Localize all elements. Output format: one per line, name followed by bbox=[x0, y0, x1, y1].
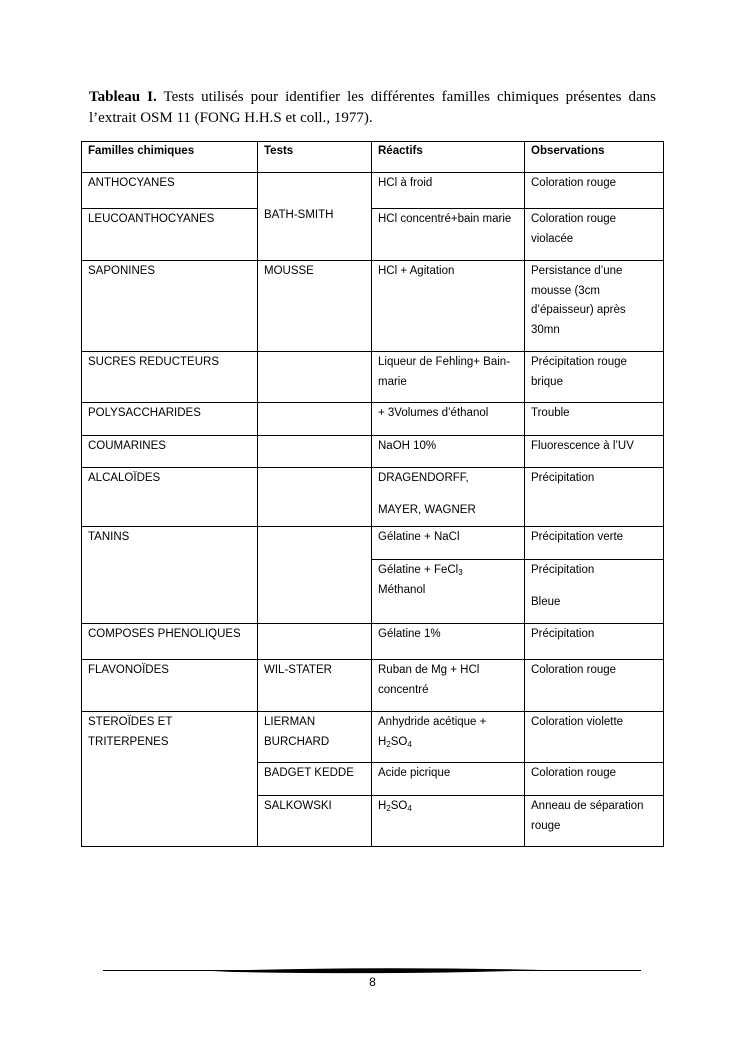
table-row bbox=[82, 436, 664, 468]
caption-label: Tableau I. bbox=[89, 89, 157, 105]
subscript: 2 bbox=[386, 804, 391, 813]
subscript: 2 bbox=[386, 739, 391, 749]
family-cell: STEROÏDES ET TRITERPENES bbox=[82, 712, 258, 847]
chemical-tests-table bbox=[81, 141, 664, 847]
subscript: 3 bbox=[458, 568, 463, 577]
header-families: Familles chimiques bbox=[82, 142, 258, 173]
observation-cell: Fluorescence à l’UV bbox=[525, 436, 664, 468]
family-cell: LEUCOANTHOCYANES bbox=[82, 209, 258, 261]
table-row bbox=[82, 261, 664, 352]
table-row bbox=[82, 624, 664, 660]
reagent-cell: Ruban de Mg + HCl concentré bbox=[372, 660, 525, 712]
reagent-cell bbox=[372, 796, 525, 847]
caption-text: Tests utilisés pour identifier les différentes familles chimiques présentes dans l’extrait OSM 11 (FONG H.H.S et coll., 1977). bbox=[89, 89, 656, 126]
reagent-text: H bbox=[378, 800, 387, 812]
reagent-cell: Liqueur de Fehling+ Bain-marie bbox=[372, 352, 525, 403]
reagent-text: Anhydride acétique + H bbox=[378, 716, 487, 748]
test-cell bbox=[258, 436, 372, 468]
table-row bbox=[82, 403, 664, 436]
family-cell: COUMARINES bbox=[82, 436, 258, 468]
test-cell: MOUSSE bbox=[258, 261, 372, 352]
family-cell: ANTHOCYANES bbox=[82, 173, 258, 209]
family-cell: COMPOSES PHENOLIQUES bbox=[82, 624, 258, 660]
test-cell: SALKOWSKI bbox=[258, 796, 372, 847]
observation-line: Précipitation bbox=[531, 564, 595, 576]
reagent-cell: HCl concentré+bain marie bbox=[372, 209, 525, 261]
observation-cell: Précipitation rouge brique bbox=[525, 352, 664, 403]
observation-cell: Persistance d’une mousse (3cm d’épaisseur) après 30mn bbox=[525, 261, 664, 352]
test-cell bbox=[258, 468, 372, 527]
observation-cell: Coloration rouge bbox=[525, 173, 664, 209]
family-cell: SUCRES REDUCTEURS bbox=[82, 352, 258, 403]
test-cell bbox=[258, 624, 372, 660]
observation-cell: Anneau de séparation rouge bbox=[525, 796, 664, 847]
observation-cell: Précipitation bbox=[525, 624, 664, 660]
reagent-cell bbox=[372, 468, 525, 527]
reagent-cell: HCl + Agitation bbox=[372, 261, 525, 352]
test-cell: BATH-SMITH bbox=[258, 173, 372, 261]
reagent-line: DRAGENDORFF, bbox=[378, 472, 469, 484]
header-observations: Observations bbox=[525, 142, 664, 173]
reagent-text: SO bbox=[390, 735, 408, 748]
reagent-line: Méthanol bbox=[378, 583, 426, 596]
reagent-cell bbox=[372, 712, 525, 763]
header-tests: Tests bbox=[258, 142, 372, 173]
observation-cell: Coloration rouge bbox=[525, 660, 664, 712]
table-header-row bbox=[82, 142, 664, 173]
observation-cell: Coloration rouge bbox=[525, 763, 664, 796]
observation-cell: Coloration violette bbox=[525, 712, 664, 763]
family-cell: FLAVONOÏDES bbox=[82, 660, 258, 712]
test-cell bbox=[258, 527, 372, 624]
test-cell bbox=[258, 403, 372, 436]
table-row bbox=[82, 173, 664, 209]
header-reagents: Réactifs bbox=[372, 142, 525, 173]
table-row bbox=[82, 712, 664, 763]
table-row bbox=[82, 468, 664, 527]
observation-cell: Trouble bbox=[525, 403, 664, 436]
subscript: 4 bbox=[407, 739, 412, 749]
table-row bbox=[82, 352, 664, 403]
reagent-cell: NaOH 10% bbox=[372, 436, 525, 468]
test-cell: LIERMAN BURCHARD bbox=[258, 712, 372, 763]
page-number: 8 bbox=[369, 975, 376, 989]
reagent-cell bbox=[372, 560, 525, 624]
observation-cell: Précipitation bbox=[525, 468, 664, 527]
reagent-cell: HCl à froid bbox=[372, 173, 525, 209]
reagent-cell: Acide picrique bbox=[372, 763, 525, 796]
test-cell bbox=[258, 352, 372, 403]
table-row bbox=[82, 660, 664, 712]
reagent-text: SO bbox=[390, 800, 408, 812]
reagent-line: MAYER, WAGNER bbox=[378, 503, 476, 516]
family-cell: POLYSACCHARIDES bbox=[82, 403, 258, 436]
table-caption bbox=[89, 87, 656, 129]
table-row bbox=[82, 527, 664, 560]
family-cell: SAPONINES bbox=[82, 261, 258, 352]
observation-cell: Coloration rouge violacée bbox=[525, 209, 664, 261]
table-row bbox=[82, 209, 664, 261]
family-cell: TANINS bbox=[82, 527, 258, 624]
subscript: 4 bbox=[407, 804, 412, 813]
test-cell: WIL-STATER bbox=[258, 660, 372, 712]
observation-line: Bleue bbox=[531, 595, 561, 608]
reagent-cell: Gélatine + NaCl bbox=[372, 527, 525, 560]
test-cell: BADGET KEDDE bbox=[258, 763, 372, 796]
observation-cell: Précipitation verte bbox=[525, 527, 664, 560]
family-cell: ALCALOÏDES bbox=[82, 468, 258, 527]
reagent-text: Gélatine + FeCl bbox=[378, 564, 459, 576]
observation-cell bbox=[525, 560, 664, 624]
reagent-cell: + 3Volumes d’éthanol bbox=[372, 403, 525, 436]
reagent-cell: Gélatine 1% bbox=[372, 624, 525, 660]
